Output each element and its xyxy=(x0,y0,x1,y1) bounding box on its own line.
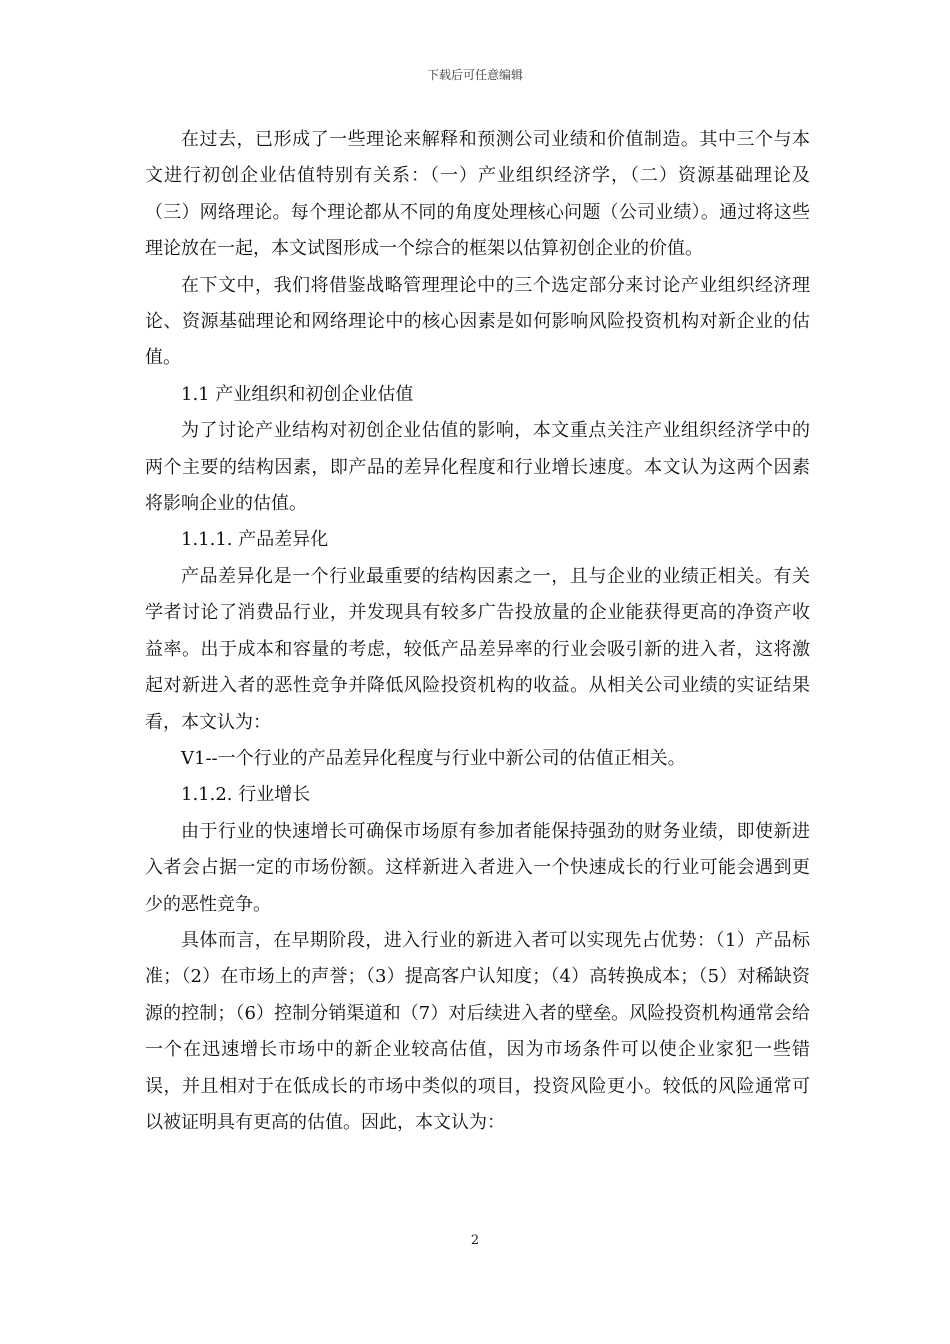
paragraph-product-differentiation: 产品差异化是一个行业最重要的结构因素之一，且与企业的业绩正相关。有关学者讨论了消费品行业，并发现具有较多广告投放量的企业能获得更高的净资产收益率。出于成本和容量的考虑，较低产品差异率的行业会吸引新的进入者，这将激起对新进入者的恶性竞争并降低风险投资机构的收益。从相关公司业绩的实证结果看，本文认为： xyxy=(145,565,810,733)
page-header: 下载后可任意编辑 xyxy=(426,68,523,82)
paragraph-industry-growth: 由于行业的快速增长可确保市场原有参加者能保持强劲的财务业绩，即使新进入者会占据一定的市场份额。这样新进入者进入一个快速成长的行业可能会遇到更少的恶性竞争。 xyxy=(145,820,810,915)
paragraph-industry-structure: 为了讨论产业结构对初创企业估值的影响，本文重点关注产业组织经济学中的两个主要的结构因素，即产品的差异化程度和行业增长速度。本文认为这两个因素将影响企业的估值。 xyxy=(145,420,810,515)
hypothesis-v1: V1--一个行业的产品差异化程度与行业中新公司的估值正相关。 xyxy=(181,747,686,769)
page-number: 2 xyxy=(470,1233,480,1248)
section-heading-1-1-1: 1.1.1. 产品差异化 xyxy=(181,529,329,551)
section-heading-1-1-2: 1.1.2. 行业增长 xyxy=(181,784,311,806)
paragraph-overview: 在下文中，我们将借鉴战略管理理论中的三个选定部分来讨论产业组织经济理论、资源基础理论和网络理论中的核心因素是如何影响风险投资机构对新企业的估值。 xyxy=(145,274,810,369)
section-heading-1-1: 1.1 产业组织和初创企业估值 xyxy=(181,383,414,405)
paragraph-first-mover: 具体而言，在早期阶段，进入行业的新进入者可以实现先占优势：（1）产品标准；（2）在市场上的声誉；（3）提高客户认知度；（4）高转换成本；（5）对稀缺资源的控制；（6）控制分销渠道和（7）对后续进入者的壁垒。风险投资机构通常会给一个在迅速增长市场中的新企业较高估值，因为市场条件可以使企业家犯一些错误，并且相对于在低成长的市场中类似的项目，投资风险更小。较低的风险通常可以被证明具有更高的估值。因此，本文认为： xyxy=(145,929,810,1133)
paragraph-intro: 在过去，已形成了一些理论来解释和预测公司业绩和价值制造。其中三个与本文进行初创企业估值特别有关系：（一）产业组织经济学，（二）资源基础理论及（三）网络理论。每个理论都从不同的角度处理核心问题（公司业绩）。通过将这些理论放在一起，本文试图形成一个综合的框架以估算初创企业的价值。 xyxy=(145,129,810,260)
document-body xyxy=(145,122,810,1141)
